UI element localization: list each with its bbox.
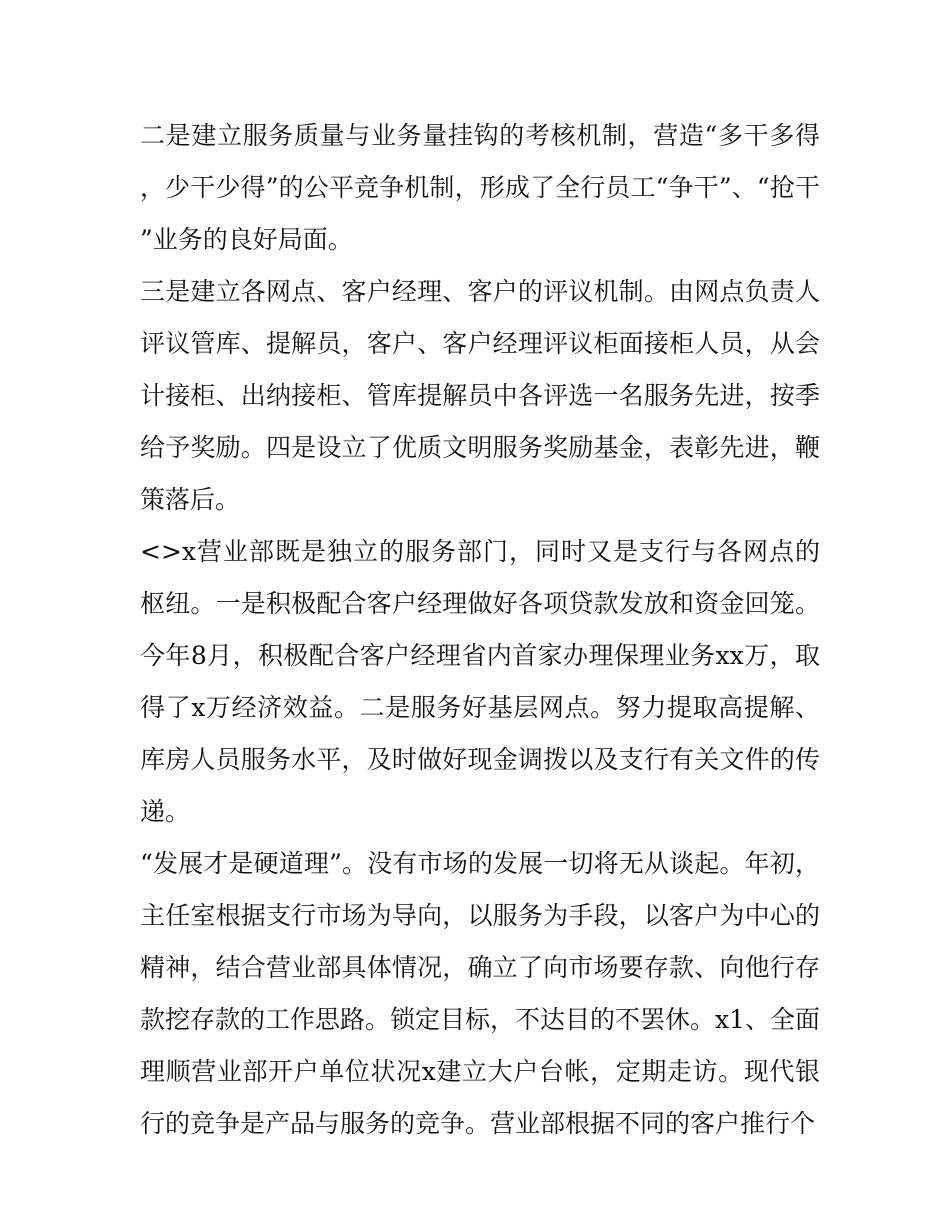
paragraph-2: 三是建立各网点、客户经理、客户的评议机制。由网点负责人评议管库、提解员，客户、客户经理评议柜面接柜人员，从会计接柜、出纳接柜、管库提解员中各评选一名服务先进，按季给予奖励。四是设立了优质文明服务奖励基金，表彰先进，鞭策落后。: [140, 277, 820, 514]
paragraph-4: “发展才是硬道理”。没有市场的发展一切将无从谈起。年初，主任室根据支行市场为导向，以服务为手段，以客户为中心的精神，结合营业部具体情况，确立了向市场要存款、向他行存款挖存款的工作思路。锁定目标，不达目的不罢休。x1、全面理顺营业部开户单位状况x建立大户台帐，定期走访。现代银行的竞争是产品与服务的竞争。营业部根据不同的客户推行个: [140, 849, 821, 1138]
paragraph-1: 二是建立服务质量与业务量挂钩的考核机制，营造“多干多得，少干少得”的公平竞争机制，形成了全行员工“争干”、“抢干”业务的良好局面。: [140, 121, 820, 254]
document-body: [140, 110, 820, 1150]
paragraph-3: <>x营业部既是独立的服务部门，同时又是支行与各网点的枢纽。一是积极配合客户经理做好各项贷款发放和资金回笼。今年8月，积极配合客户经理省内首家办理保理业务xx万，取得了x万经济效益。二是服务好基层网点。努力提取高提解、库房人员服务水平，及时做好现金调拨以及支行有关文件的传递。: [140, 537, 820, 826]
